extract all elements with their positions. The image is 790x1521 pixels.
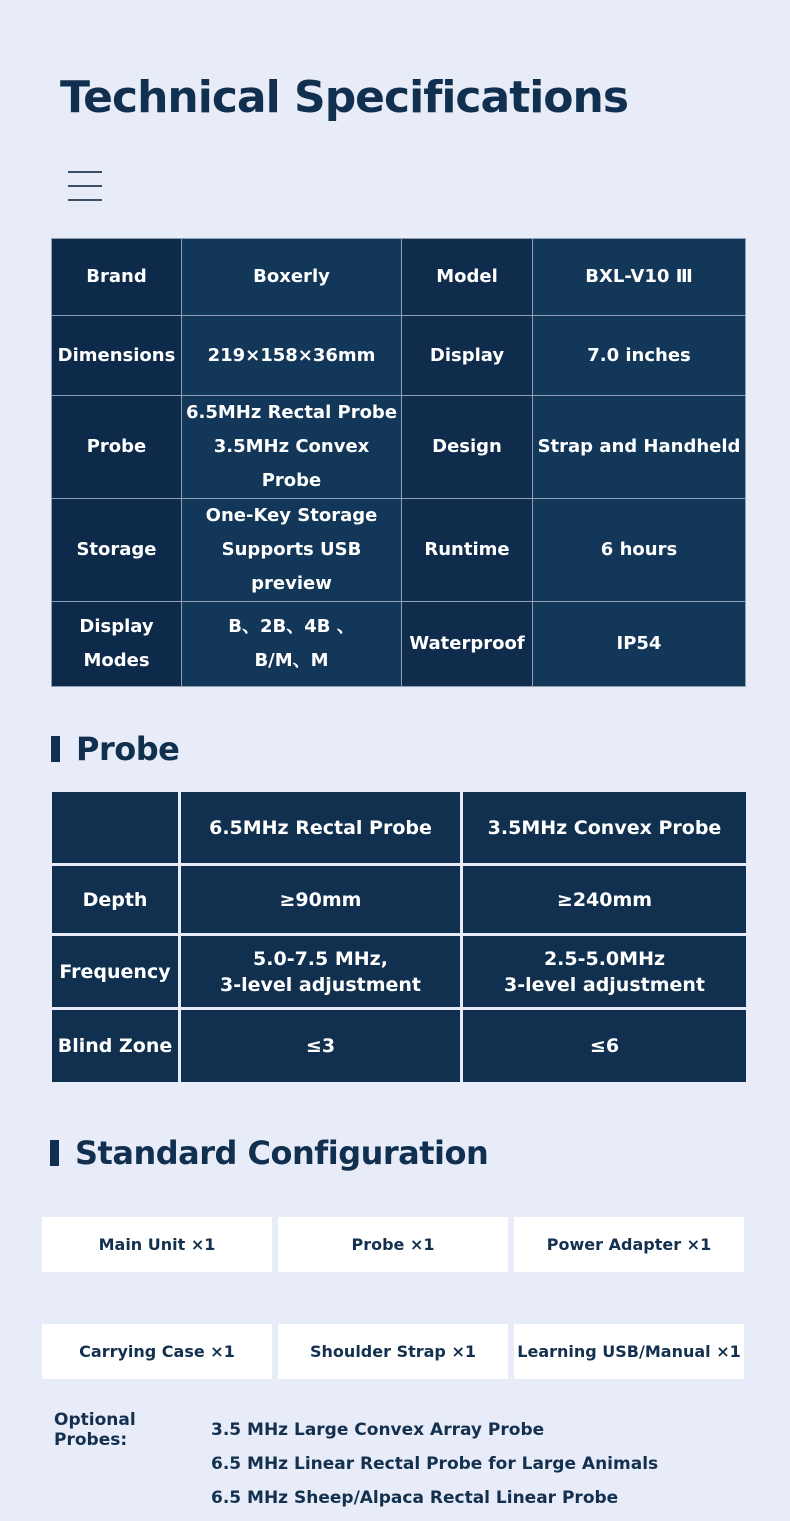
spec-label: Brand: [52, 239, 182, 316]
probe-row: [52, 1010, 746, 1082]
probe-cell: ≥240mm: [463, 866, 746, 936]
probe-row: [52, 936, 746, 1010]
spec-label: Runtime: [402, 499, 533, 602]
probe-cell: ≤6: [463, 1010, 746, 1082]
spec-label: Waterproof: [402, 602, 533, 687]
spec-label: Model: [402, 239, 533, 316]
heading-bar-icon: [51, 736, 60, 762]
page-title: Technical Specifications: [60, 72, 629, 123]
optional-item: 6.5 MHz Sheep/Alpaca Rectal Linear Probe: [211, 1488, 619, 1508]
hamburger-menu-icon[interactable]: [68, 170, 102, 202]
probe-cell: 5.0-7.5 MHz, 3-level adjustment: [181, 936, 463, 1010]
spec-value: 6.5MHz Rectal Probe 3.5MHz Convex Probe: [182, 396, 402, 499]
config-item: Learning USB/Manual ×1: [514, 1324, 744, 1379]
optional-probes: [54, 1410, 659, 1515]
probe-cell: 2.5-5.0MHz 3-level adjustment: [463, 936, 746, 1010]
optional-item: 6.5 MHz Linear Rectal Probe for Large Animals: [211, 1454, 659, 1474]
config-section-heading: Standard Configuration: [50, 1134, 488, 1172]
config-item: Carrying Case ×1: [42, 1324, 272, 1379]
spec-label: Display: [402, 316, 533, 396]
config-row: [42, 1324, 744, 1379]
probe-header-row: [52, 792, 746, 866]
spec-value: 219×158×36mm: [182, 316, 402, 396]
probe-column-header: 6.5MHz Rectal Probe: [181, 792, 463, 866]
spec-row: [52, 396, 746, 499]
heading-bar-icon: [50, 1140, 59, 1166]
spec-value: Boxerly: [182, 239, 402, 316]
spec-row: [52, 499, 746, 602]
probe-cell: ≤3: [181, 1010, 463, 1082]
probe-column-header: 3.5MHz Convex Probe: [463, 792, 746, 866]
probe-row-label: Blind Zone: [52, 1010, 181, 1082]
spec-value: B、2B、4B 、 B/M、M: [182, 602, 402, 687]
optional-item: 3.5 MHz Large Convex Array Probe: [211, 1420, 545, 1440]
config-item: Main Unit ×1: [42, 1217, 272, 1272]
spec-label: Display Modes: [52, 602, 182, 687]
spec-table: [51, 238, 746, 687]
spec-value: One-Key Storage Supports USB preview: [182, 499, 402, 602]
spec-label: Design: [402, 396, 533, 499]
config-item: Power Adapter ×1: [514, 1217, 744, 1272]
probe-row-label: Depth: [52, 866, 181, 936]
probe-row: [52, 866, 746, 936]
config-item: Probe ×1: [278, 1217, 508, 1272]
spec-label: Dimensions: [52, 316, 182, 396]
probe-row-label: Frequency: [52, 936, 181, 1010]
spec-value: 7.0 inches: [533, 316, 746, 396]
spec-value: 6 hours: [533, 499, 746, 602]
probe-section-heading: Probe: [51, 730, 179, 768]
spec-value: BXL-V10 Ⅲ: [533, 239, 746, 316]
probe-cell: ≥90mm: [181, 866, 463, 936]
probe-column-header: [52, 792, 181, 866]
spec-label: Storage: [52, 499, 182, 602]
spec-label: Probe: [52, 396, 182, 499]
spec-value: Strap and Handheld: [533, 396, 746, 499]
optional-label: Optional Probes:: [54, 1410, 136, 1450]
config-item: Shoulder Strap ×1: [278, 1324, 508, 1379]
spec-row: [52, 316, 746, 396]
spec-row: [52, 239, 746, 316]
config-row: [42, 1217, 744, 1272]
spec-row: [52, 602, 746, 687]
spec-value: IP54: [533, 602, 746, 687]
probe-table: [52, 792, 746, 1082]
